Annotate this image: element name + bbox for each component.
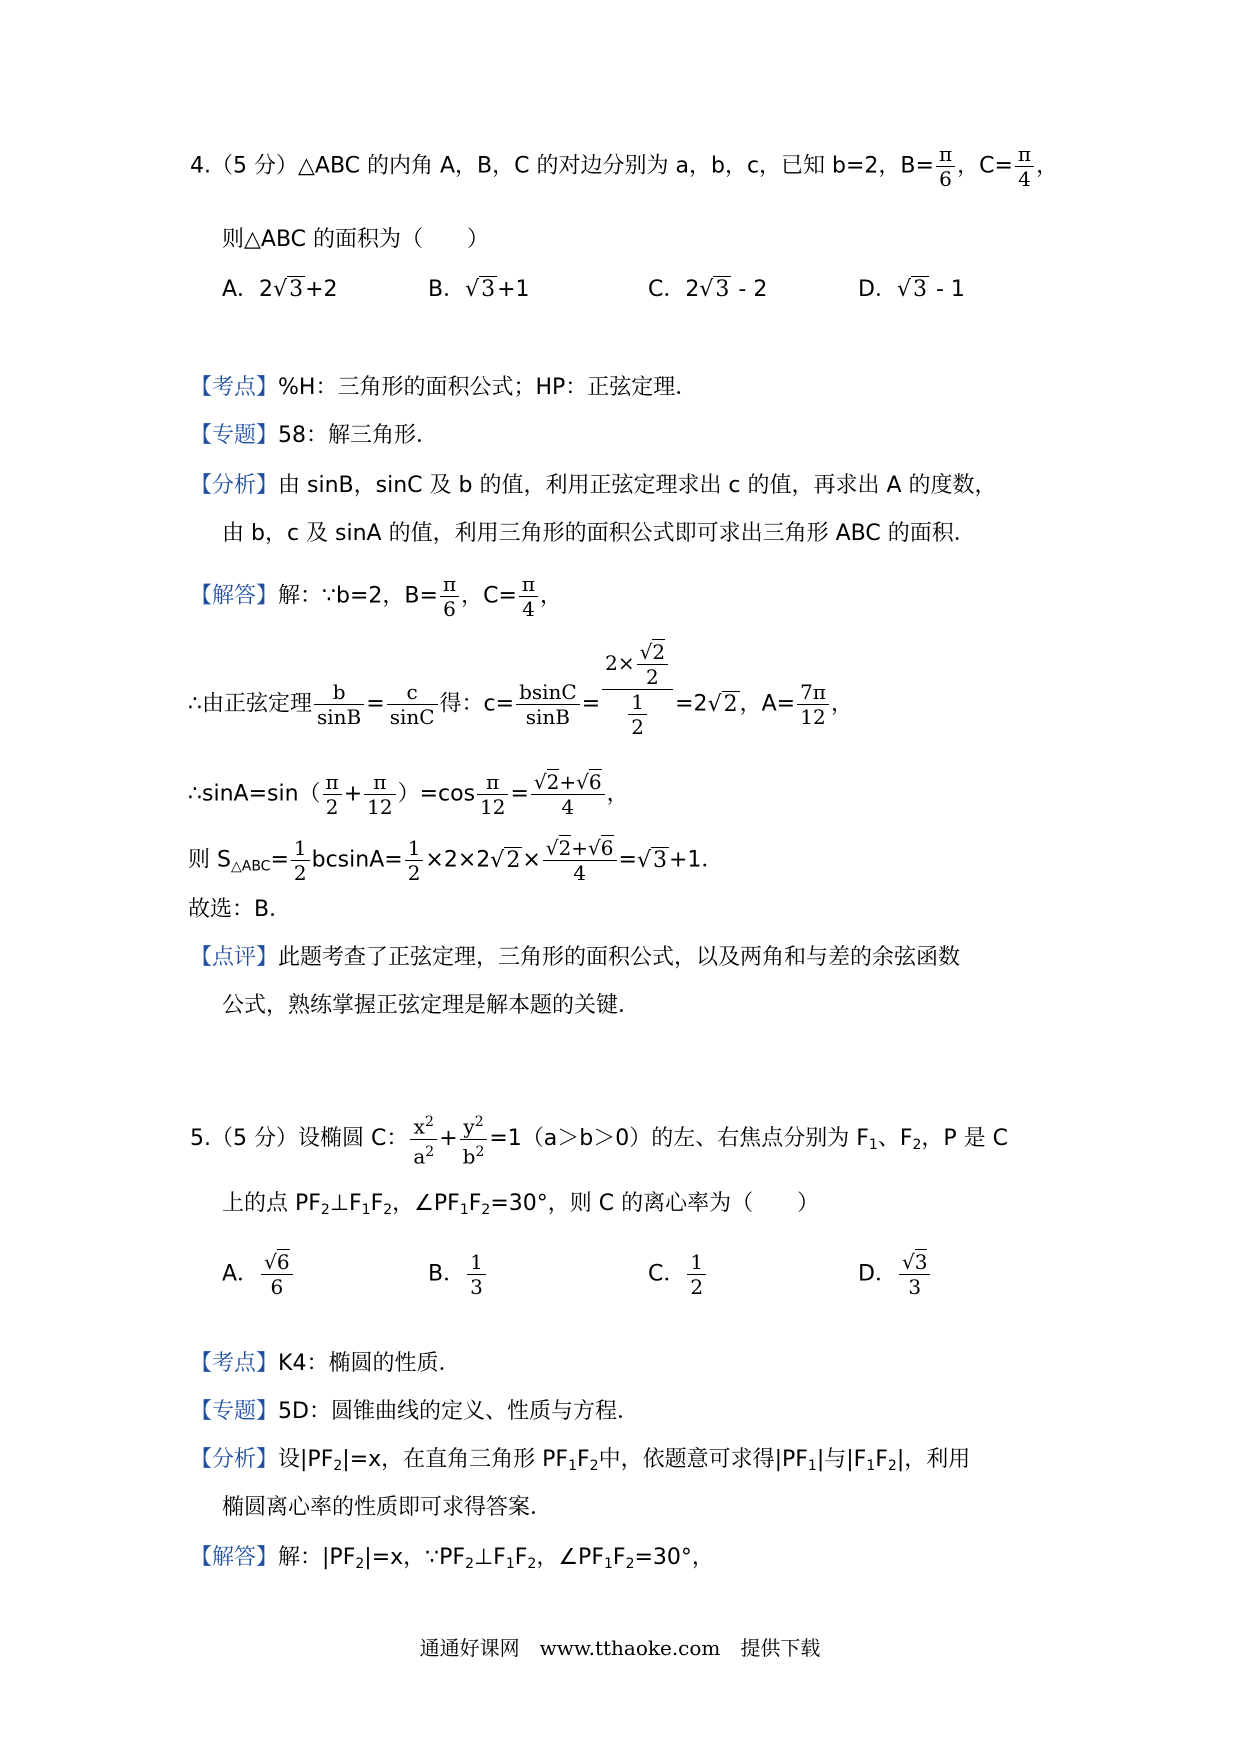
fenxi-text: F	[875, 1447, 888, 1472]
q4-fenxi-line1	[190, 472, 997, 500]
page-footer: 通通好课网 www.tthaoke.com 提供下载	[419, 1636, 821, 1660]
frac-num: c	[387, 680, 438, 705]
sqrt-3	[465, 276, 497, 304]
subscript: 1	[603, 1556, 613, 1572]
frac-1-2	[687, 1250, 706, 1299]
subscript: △ABC	[230, 858, 271, 875]
plus-sign: +	[559, 770, 577, 794]
subscript: 2	[625, 1556, 635, 1572]
option-label: C．2	[648, 277, 700, 302]
frac-den: 2	[407, 861, 421, 885]
subscript: 1	[361, 1202, 371, 1218]
frac-den: 3	[908, 1275, 922, 1299]
option-label: A．	[222, 1261, 260, 1287]
radicand: 2	[558, 836, 572, 860]
step-text: =	[581, 691, 601, 717]
q4-zhuanti	[190, 422, 438, 450]
fenxi-tag: 【分析】	[190, 1447, 279, 1472]
step-text: =2	[675, 691, 708, 717]
var: x	[413, 1114, 425, 1139]
step-text: +	[343, 781, 363, 807]
step-text: =	[618, 847, 637, 873]
q5-option-d	[858, 1250, 932, 1299]
step-text: =	[366, 691, 385, 717]
jieda-text: ⊥F	[474, 1545, 506, 1570]
subscript: 2	[320, 1202, 330, 1218]
frac-sqrt2-plus-sqrt6-4	[543, 836, 617, 885]
frac-den: 6	[270, 1275, 284, 1299]
q4-stem-line1	[190, 142, 1058, 191]
sqrt-3	[699, 276, 731, 304]
radical-sign: √	[707, 691, 722, 717]
radicand: 3	[652, 847, 667, 873]
radicand: 2	[506, 847, 521, 873]
radical-sign: √	[533, 770, 547, 794]
step-text: ，	[830, 691, 853, 717]
q5-option-c	[648, 1250, 708, 1299]
q4-stem-text: 4.（5 分）△ABC 的内角 A，B，C 的对边分别为 a，b，c，已知 b=2，B=	[190, 153, 934, 179]
radical-sign: √	[545, 836, 559, 860]
fenxi-text: |与|F	[816, 1447, 867, 1472]
subscript: 2	[887, 1458, 897, 1474]
radical-sign: √	[490, 847, 505, 873]
radical-sign: √	[896, 277, 911, 302]
zhuanti-tag: 【专题】	[190, 1399, 279, 1424]
jieda-text: ，	[540, 583, 563, 609]
frac-den: 4	[561, 795, 575, 819]
step-text: ∴由正弦定理	[188, 691, 312, 717]
subscript: 2	[383, 1202, 393, 1218]
fenxi-text: F	[576, 1447, 590, 1472]
frac-den: 4	[1018, 167, 1031, 191]
sqrt-3	[273, 276, 305, 304]
q5-stem-text: F	[468, 1191, 482, 1216]
frac-num: π	[936, 142, 955, 167]
jieda-text: 解：∵b=2，B=	[278, 583, 438, 609]
radical-sign: √	[465, 277, 480, 302]
jieda-tag: 【解答】	[190, 583, 279, 609]
radicand: 3	[914, 1250, 928, 1274]
q4-step-area	[188, 836, 723, 885]
q4-step-sinA	[188, 770, 629, 819]
option-tail: +1	[497, 277, 530, 302]
q4-kaodian	[190, 374, 697, 402]
zhuanti-text: 5D：圆锥曲线的定义、性质与方程．	[278, 1399, 639, 1424]
step-text: bcsinA=	[311, 847, 403, 873]
frac-pi-12	[364, 770, 395, 819]
frac-den: 2	[690, 1275, 704, 1299]
q5-stem-text: 5.（5 分）设椭圆 C：	[190, 1126, 409, 1152]
q4-jieda-line1	[190, 572, 562, 621]
sqrt-3	[637, 847, 669, 875]
frac-c-sinC	[387, 680, 438, 729]
frac-num	[543, 836, 617, 861]
jieda-text: =30°，	[634, 1545, 714, 1570]
frac-den: sinB	[525, 705, 571, 729]
fenxi-text: 中，依题意可求得|PF	[598, 1447, 808, 1472]
frac-y2-b2	[460, 1110, 488, 1168]
radical-sign: √	[588, 836, 601, 860]
term: 2×	[605, 651, 635, 675]
q5-option-a	[222, 1250, 295, 1299]
q4-option-d	[858, 276, 965, 304]
jieda-text: |=x，∵PF	[364, 1545, 466, 1570]
subscript: 1	[866, 1458, 876, 1474]
zhuanti-text: 58：解三角形．	[278, 423, 439, 448]
option-label: D．	[858, 277, 897, 302]
q4-dianping-line2: 公式，熟练掌握正弦定理是解本题的关键．	[222, 993, 641, 1018]
frac-1-2	[405, 836, 424, 885]
frac-pi-6	[440, 572, 459, 621]
q5-kaodian	[190, 1350, 460, 1378]
radicand: 6	[588, 770, 602, 794]
frac-num: 7π	[797, 680, 829, 705]
option-tail: - 1	[928, 277, 965, 302]
frac-den: 12	[800, 705, 826, 729]
jieda-text: 解：|PF	[278, 1545, 356, 1570]
frac-num: π	[519, 572, 538, 597]
frac-num	[531, 770, 605, 795]
frac-sqrt2-plus-sqrt6-4	[531, 770, 605, 819]
radicand: 2	[652, 640, 666, 664]
q4-option-c	[648, 276, 767, 304]
radical-sign: √	[699, 277, 714, 302]
q5-fenxi-line2: 椭圆离心率的性质即可求得答案．	[222, 1495, 553, 1520]
var: a	[413, 1144, 426, 1169]
subscript: 2	[355, 1556, 365, 1572]
q5-stem-text: F	[370, 1191, 384, 1216]
q4-dianping-line1	[190, 944, 960, 972]
frac-den: 3	[470, 1275, 483, 1299]
jieda-text: ，∠PF	[536, 1545, 604, 1570]
q4-fenxi-line2: 由 b，c 及 sinA 的值，利用三角形的面积公式即可求出三角形 ABC 的面积．	[222, 521, 976, 546]
q5-stem-line1	[190, 1110, 1008, 1168]
frac-num: π	[440, 572, 459, 597]
frac-den: 12	[480, 795, 506, 819]
frac-1-3	[467, 1250, 486, 1299]
frac-num: π	[364, 770, 395, 795]
frac-num: π	[323, 770, 342, 795]
option-tail: - 2	[731, 277, 768, 302]
plus-sign: +	[571, 836, 589, 860]
frac-x2-a2	[410, 1110, 437, 1168]
frac-num: 1	[467, 1250, 486, 1275]
step-text: ，	[606, 781, 629, 807]
fenxi-text: 由 sinB，sinC 及 b 的值，利用正弦定理求出 c 的值，再求出 A 的度数，	[278, 473, 997, 498]
frac-num: bsinC	[516, 680, 580, 705]
frac-pi-6	[936, 142, 955, 191]
sqrt-3	[897, 276, 929, 304]
frac-7pi-12	[797, 680, 829, 729]
q4-option-a	[222, 276, 338, 304]
frac-num	[602, 640, 673, 690]
frac-den	[460, 1140, 488, 1169]
option-label: B．	[428, 277, 466, 302]
superscript: 2	[475, 1143, 485, 1160]
q5-stem-text: +	[439, 1126, 458, 1152]
frac-den: 6	[443, 597, 456, 621]
dianping-text: 此题考查了正弦定理，三角形的面积公式，以及两角和与差的余弦函数	[278, 945, 961, 970]
radicand: 6	[600, 836, 614, 860]
frac-pi-4	[519, 572, 538, 621]
radicand: 6	[276, 1250, 290, 1274]
frac-sqrt3-3	[899, 1250, 930, 1299]
frac-sqrt2-2	[637, 640, 668, 689]
q4-stem-line2: 则△ABC 的面积为（ ）	[222, 227, 490, 252]
q5-stem-text: ，P 是 C	[921, 1126, 1009, 1152]
radical-sign: √	[273, 277, 288, 302]
frac-num	[261, 1250, 292, 1275]
fenxi-text: |=x，在直角三角形 PF	[342, 1447, 569, 1472]
step-text: ×	[522, 847, 541, 873]
q5-stem-text: 、F	[877, 1126, 913, 1152]
subscript: 2	[589, 1458, 599, 1474]
frac-num: π	[477, 770, 508, 795]
subscript: 1	[807, 1458, 817, 1474]
step-text: =	[510, 781, 529, 807]
q5-fenxi-line1	[190, 1446, 970, 1480]
q4-step-law-of-sines	[188, 640, 853, 739]
kaodian-tag: 【考点】	[190, 375, 279, 400]
frac-den	[602, 690, 673, 739]
frac-pi-2	[323, 770, 342, 819]
q5-stem-text: ，∠PF	[392, 1191, 460, 1216]
frac-b-sinB	[314, 680, 364, 729]
sqrt-2	[490, 847, 522, 875]
frac-num	[460, 1110, 488, 1140]
frac-num: 1	[687, 1250, 706, 1275]
step-text: ，A=	[739, 691, 796, 717]
q4-option-b	[428, 276, 530, 304]
q5-jieda-line1	[190, 1544, 714, 1578]
frac-den: sinB	[317, 705, 362, 729]
frac-den: 2	[646, 665, 659, 689]
frac-1-2	[628, 690, 647, 739]
frac-bsinC-sinB	[516, 680, 580, 729]
kaodian-text: %H：三角形的面积公式；HP：正弦定理．	[278, 375, 698, 400]
dianping-tag: 【点评】	[190, 945, 279, 970]
frac-den: 2	[631, 715, 644, 739]
frac-1-2	[291, 836, 310, 885]
fenxi-text: |，利用	[896, 1447, 971, 1472]
frac-num	[410, 1110, 437, 1140]
q4-stem-text: ，	[1036, 153, 1059, 179]
kaodian-text: K4：椭圆的性质．	[278, 1351, 461, 1376]
frac-num: 1	[628, 690, 647, 715]
option-label: C．	[648, 1261, 686, 1287]
zhuanti-tag: 【专题】	[190, 423, 279, 448]
subscript: 2	[465, 1556, 474, 1572]
option-tail: +2	[305, 277, 338, 302]
fenxi-tag: 【分析】	[190, 473, 279, 498]
q5-stem-text: ⊥F	[329, 1191, 362, 1216]
jieda-tag: 【解答】	[190, 1545, 279, 1570]
subscript: 1	[868, 1137, 878, 1154]
radical-sign: √	[636, 847, 651, 873]
frac-num	[899, 1250, 930, 1275]
frac-den	[410, 1140, 437, 1169]
kaodian-tag: 【考点】	[190, 1351, 279, 1376]
superscript: 2	[474, 1114, 484, 1130]
frac-den: 4	[573, 861, 586, 885]
radicand: 3	[912, 277, 927, 302]
var: y	[463, 1114, 475, 1139]
q5-zhuanti	[190, 1398, 639, 1426]
step-text: +1．	[668, 847, 724, 873]
subscript: 1	[459, 1202, 469, 1218]
radicand: 2	[723, 691, 738, 717]
subscript: 1	[568, 1458, 577, 1474]
frac-den: 12	[367, 795, 393, 819]
superscript: 2	[425, 1143, 435, 1160]
frac-num: π	[1015, 142, 1034, 167]
q5-stem-line2	[222, 1190, 819, 1224]
subscript: 2	[333, 1458, 343, 1474]
frac-den: sinC	[389, 705, 435, 729]
subscript: 2	[912, 1137, 922, 1154]
radicand: 3	[481, 277, 496, 302]
var: b	[462, 1144, 476, 1169]
frac-den: 6	[939, 167, 952, 191]
frac-compound	[602, 640, 673, 739]
radical-sign: √	[639, 640, 653, 664]
superscript: 2	[424, 1114, 434, 1130]
jieda-text: ，C=	[461, 583, 517, 609]
frac-den: 4	[522, 597, 535, 621]
step-text: ×2×2	[425, 847, 491, 873]
frac-den: 2	[325, 795, 339, 819]
step-text: =	[270, 847, 289, 873]
jieda-text: F	[612, 1545, 626, 1570]
frac-num: 1	[405, 836, 424, 861]
radical-sign: √	[264, 1250, 277, 1274]
q5-option-b	[428, 1250, 488, 1299]
option-label: D．	[858, 1261, 897, 1287]
frac-num: b	[314, 680, 364, 705]
q5-stem-text: =30°，则 C 的离心率为（ ）	[490, 1191, 820, 1216]
step-text: ）=cos	[397, 781, 476, 807]
radicand: 3	[289, 277, 304, 302]
radicand: 3	[715, 277, 730, 302]
q5-stem-text: 上的点 PF	[222, 1191, 321, 1216]
subscript: 2	[527, 1556, 537, 1572]
frac-num: 1	[291, 836, 310, 861]
frac-pi-12	[477, 770, 508, 819]
frac-sqrt6-6	[261, 1250, 292, 1299]
sqrt-2	[708, 691, 740, 719]
option-label: A．2	[222, 277, 274, 302]
step-text: 则 S	[188, 847, 231, 873]
option-label: B．	[428, 1261, 466, 1287]
frac-den: 2	[293, 861, 307, 885]
step-text: 得：c=	[439, 691, 515, 717]
subscript: 2	[481, 1202, 491, 1218]
frac-pi-4	[1015, 142, 1034, 191]
frac-num	[637, 640, 668, 665]
radicand: 2	[546, 770, 560, 794]
fenxi-text: 设|PF	[278, 1447, 334, 1472]
subscript: 1	[505, 1556, 515, 1572]
q5-stem-text: =1（a＞b＞0）的左、右焦点分别为 F	[489, 1126, 869, 1152]
radical-sign: √	[901, 1250, 915, 1274]
jieda-text: F	[514, 1545, 528, 1570]
radical-sign: √	[576, 770, 589, 794]
q4-stem-text: ，C=	[957, 153, 1013, 179]
q4-answer: 故选：B．	[188, 897, 292, 922]
step-text: ∴sinA=sin（	[188, 781, 321, 807]
